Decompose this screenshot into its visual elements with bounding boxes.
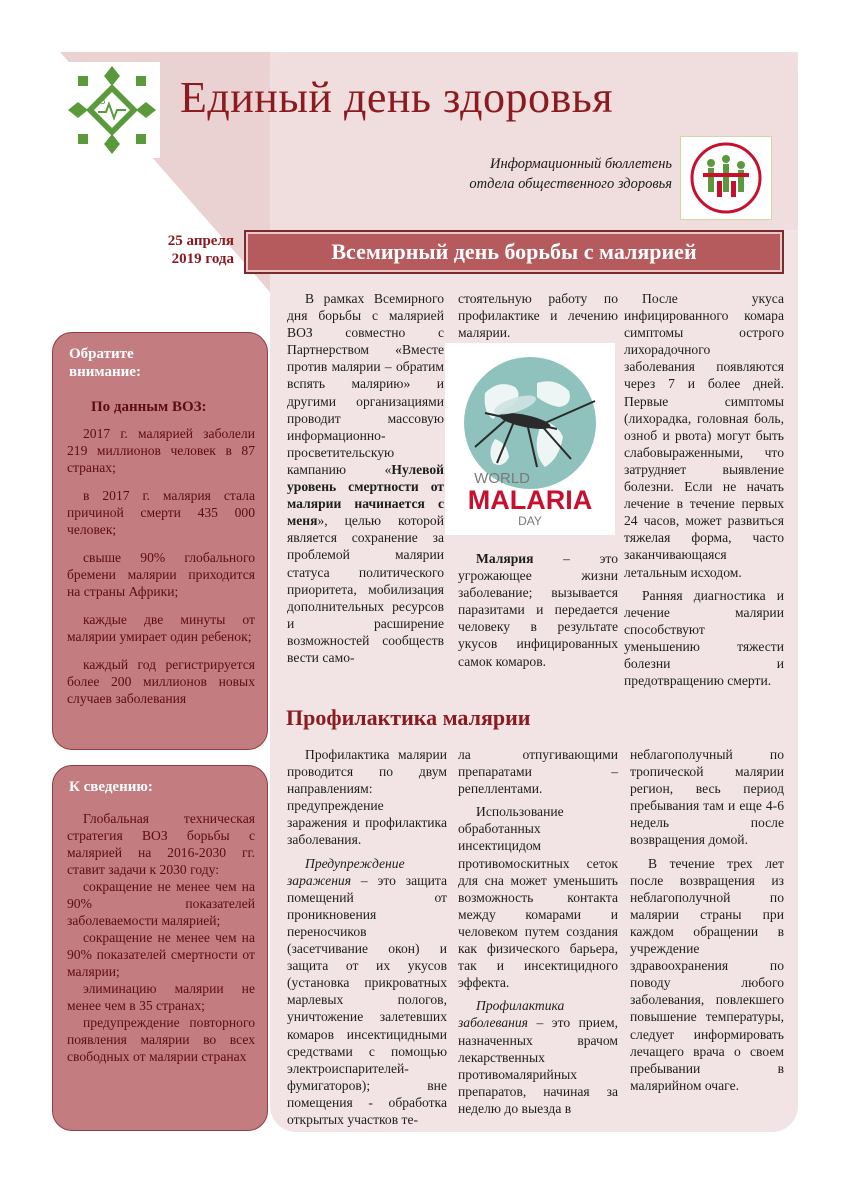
- svg-text:MALARIA: MALARIA: [467, 485, 593, 515]
- svg-text:WORLD: WORLD: [474, 470, 530, 487]
- bulletin-title: Единый день здоровья: [180, 73, 614, 122]
- ornament-logo-icon: [64, 62, 160, 158]
- sidebar-heading: [69, 345, 141, 381]
- goal-item: Глобальная техническая стратегия ВОЗ борьбы с малярией на 2016-2030 гг. ставит задачи к 2030 году:: [67, 811, 255, 877]
- article-column-3: [624, 290, 784, 689]
- issue-date: [120, 232, 234, 268]
- prevention-column-3: [630, 746, 784, 1094]
- people-circle-icon: [681, 137, 771, 219]
- text-run: После укуса инфицированного комара симптомы острого лихорадочного заболевания появляются через 7 и более дней. Первые симптомы (лихорадка, головная боль, озноб и рвота) могут быть слабовыраженными, что затрудняет выявление болезни.: [624, 291, 784, 495]
- topic-banner: Всемирный день борьбы с малярией: [244, 230, 784, 274]
- who-facts-list: [67, 425, 255, 718]
- article-paragraph: [287, 855, 447, 1129]
- article-paragraph: Ранняя диагностика и лечение малярии способствуют уменьшению тяжести болезни и предотвращению смерти.: [624, 587, 784, 689]
- article-paragraph: ла отпугивающими препаратами – репеллентами.: [458, 747, 618, 797]
- goal-item: предупреждение повторного появления малярии во всех свободных от малярии странах: [67, 1015, 255, 1064]
- section-heading: Профилактика малярии: [286, 705, 531, 730]
- fact-item: каждые две минуты от малярии умирает один ребенок;: [67, 612, 255, 644]
- heading-line: Обратите: [69, 346, 134, 362]
- article-column-2: [458, 290, 618, 341]
- subtitle-line: отдела общественного здоровья: [469, 176, 672, 192]
- text-run: – это угрожающее жизни заболевание; вызывается паразитами и передается человеку в результате укусов инфицированных самок комаров.: [458, 551, 618, 669]
- fact-item: в 2017 г. малярия стала причиной смерти 435 000 человек;: [67, 488, 255, 537]
- fact-item: 2017 г. малярией заболели 219 миллионов человек в 87 странах;: [67, 426, 255, 475]
- bulletin-subtitle: [380, 154, 672, 194]
- text-run: В рамках Всемирного дня борьбы с малярией ВОЗ совместно с Партнерством «Вместе против малярии – обратим вспять малярию» и другими организациями проводит массовую информационно-просветительскую кампанию «: [287, 291, 444, 477]
- malaria-definition: [458, 550, 618, 670]
- goal-item: сокращение не менее чем на 90% показателей смертности от малярии;: [67, 930, 255, 979]
- svg-text:DAY: DAY: [518, 514, 542, 528]
- text-run: Если не начать лечение в течение первых 24 часов, может развиться тяжелая форма, часто заканчивающаяся летальным исходом.: [624, 479, 784, 580]
- prevention-column-2: [458, 746, 618, 1117]
- article-paragraph: [287, 290, 444, 666]
- date-line: 25 апреля: [167, 233, 234, 249]
- organization-logo: [64, 62, 160, 158]
- fact-item: каждый год регистрируется более 200 миллионов новых случаев заболевания: [67, 657, 255, 706]
- article-paragraph: неблагополучный по тропической малярии регион, весь период пребывания там и еще 4-6 недель после возвращения домой.: [630, 747, 784, 848]
- sidebar-heading: К сведению:: [69, 779, 153, 795]
- sidebar-subheading: По данным ВОЗ:: [91, 399, 207, 415]
- article-paragraph: В течение трех лет после возвращения из неблагополучной по малярии страны при каждом обращении в учреждение здравоохранения по поводу любого заболевания, повлекшего повышение температуры, следует информировать лечащего врача о своем пребывании в малярийном очаге.: [630, 855, 784, 1093]
- svg-text:3: 3: [100, 97, 106, 107]
- text-run: », целью которой является сохранение за проблемой малярии статуса политического приоритета, мобилизация дополнительных ресурсов и расширение возможностей сообществ вести само-: [287, 513, 444, 665]
- term: Предупреждение заражения: [287, 855, 405, 888]
- goal-item: элиминацию малярии не менее чем в 35 странах;: [67, 981, 255, 1013]
- world-malaria-day-image: [445, 343, 615, 535]
- term: Малярия: [476, 551, 534, 566]
- mosquito-globe-icon: [445, 343, 615, 535]
- text-run: – это защита помещений от проникновения переносчиков (засетчивание окон) и защита от их укусов (установка прикроватных марлевых пологов, уничтожение залетевших комаров инсектицидными средствами с помощью электроиспарителей-фумигаторов); вне помещения - обработка открытых участков те-: [287, 872, 447, 1127]
- article-paragraph: стоятельную работу по профилактике и лечению малярии.: [458, 291, 618, 341]
- term: Профилактика заболевания: [458, 998, 565, 1031]
- strategy-goals-list: [67, 810, 255, 1065]
- date-line: 2019 года: [171, 251, 234, 267]
- department-logo: [680, 136, 772, 220]
- prevention-column-1: [287, 746, 447, 1128]
- goal-item: сокращение не менее чем на 90% показателей заболеваемости малярией;: [67, 879, 255, 928]
- article-paragraph: [458, 997, 618, 1117]
- article-paragraph: [624, 290, 784, 581]
- article-paragraph: Профилактика малярии проводится по двум направлениям: предупреждение заражения и профилактика заболевания.: [287, 747, 447, 848]
- subtitle-line: Информационный бюллетень: [490, 156, 672, 172]
- info-sidebar: [52, 765, 268, 1131]
- attention-sidebar: [52, 332, 268, 750]
- fact-item: свыше 90% глобального бремени малярии приходится на страны Африки;: [67, 550, 255, 599]
- text-run: – это прием, назначенных врачом лекарственных противомалярийных препаратов, начиная за неделю до выезда в: [458, 1015, 618, 1116]
- article-column-2-lower: [458, 550, 618, 670]
- article-column-1: [287, 290, 444, 666]
- article-paragraph: Использование обработанных инсектицидом противомоскитных сеток для сна может уменьшить возможность контакта между комарами и человеком путем создания как физического барьера, так и инсектицидного эффекта.: [458, 804, 618, 991]
- campaign-name: Нулевой уровень смертности от малярии начинается с меня: [287, 461, 444, 529]
- heading-line: внимание:: [69, 364, 141, 380]
